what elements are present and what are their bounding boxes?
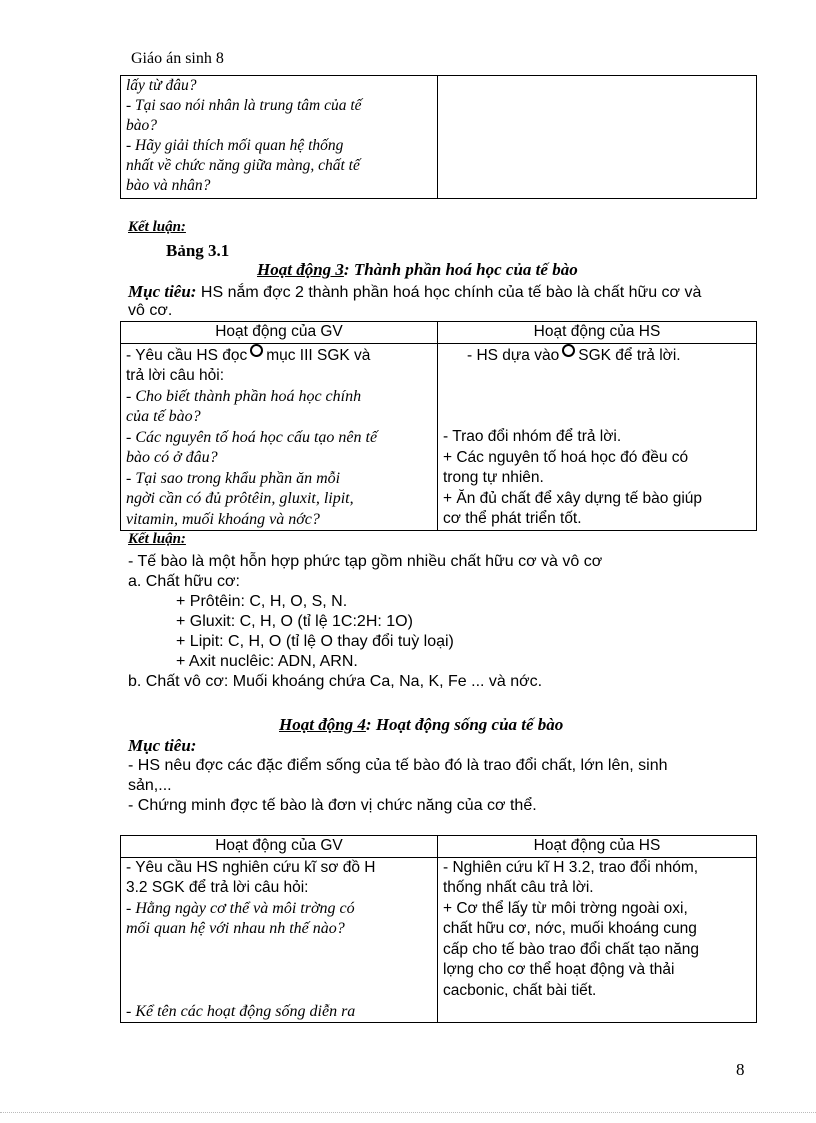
continuation-line: bào? — [126, 117, 157, 134]
goal-label: Mục tiêu: — [128, 282, 197, 301]
hs-line: trong tự nhiên. — [443, 469, 544, 486]
hs-line: + Các nguyên tố hoá học đó đều có — [443, 448, 689, 466]
activity-3-heading — [257, 260, 578, 280]
page-header-title: Giáo án sinh 8 — [131, 50, 224, 67]
table-reference: Bảng 3.1 — [166, 241, 230, 260]
conclusion-3-body — [128, 552, 756, 692]
gv-question: - Cho biết thành phần hoá học chính — [126, 387, 362, 405]
circle-icon — [250, 344, 263, 357]
conclusion-3-label: Kết luận: — [128, 531, 186, 547]
activity-3-hs-cell — [438, 343, 757, 531]
conclusion-label: Kết luận: — [128, 219, 186, 235]
hs-line: + Cơ thể lấy từ môi trờng ngoài oxi, — [443, 899, 688, 917]
gv-line: trả lời câu hỏi: — [126, 367, 225, 384]
continuation-hs-cell — [438, 76, 757, 199]
page-bottom-border — [0, 1112, 816, 1113]
activity-4-goal-body — [128, 756, 748, 816]
page-number: 8 — [736, 1060, 745, 1079]
col-header-gv: Hoạt động của GV — [121, 322, 438, 344]
conclusion-line: b. Chất vô cơ: Muối khoáng chứa Ca, Na, K, Fe ... và nớc. — [128, 673, 543, 690]
activity-4-title: : Hoạt động sống của tế bào — [365, 715, 564, 734]
continuation-line: bào và nhân? — [126, 177, 211, 194]
activity-4-table — [120, 835, 757, 1023]
activity-4-hs-cell — [438, 857, 757, 1023]
conclusion-line: - Tế bào là một hỗn hợp phức tạp gồm nhiều chất hữu cơ và vô cơ — [128, 553, 603, 570]
hs-line: - Nghiên cứu kĩ H 3.2, trao đổi nhóm, — [443, 858, 699, 876]
hs-line: cấp cho tế bào trao đổi chất tạo năng — [443, 940, 699, 958]
continuation-table — [120, 75, 757, 199]
gv-question: của tế bào? — [126, 408, 201, 425]
gv-question: - Các nguyên tố hoá học cấu tạo nên tế — [126, 428, 378, 446]
gv-question: mối quan hệ với nhau nh thế nào? — [126, 920, 345, 937]
col-header-gv: Hoạt động của GV — [121, 836, 438, 858]
gv-question: - Kể tên các hoạt động sống diễn ra — [126, 1002, 356, 1020]
hs-line: - Trao đổi nhóm để trả lời. — [443, 428, 622, 445]
goal-line: sản,... — [128, 777, 172, 794]
hs-line: + Ăn đủ chất để xây dựng tế bào giúp — [443, 489, 702, 507]
conclusion-line: + Prôtêin: C, H, O, S, N. — [176, 593, 348, 610]
activity-3-title: : Thành phần hoá học của tế bào — [343, 260, 578, 279]
col-header-hs: Hoạt động của HS — [438, 322, 757, 344]
activity-3-label: Hoạt động 3 — [257, 260, 344, 279]
goal-line: - Chứng minh đợc tế bào là đơn vị chức năng của cơ thể. — [128, 797, 537, 814]
activity-4-label: Hoạt động 4 — [279, 715, 366, 734]
col-header-hs: Hoạt động của HS — [438, 836, 757, 858]
gv-question: vitamin, muối khoáng và nớc? — [126, 510, 320, 528]
gv-question: - Hằng ngày cơ thể và môi trờng có — [126, 899, 355, 917]
gv-spacer — [126, 940, 432, 1002]
hs-line: cacbonic, chất bài tiết. — [443, 981, 597, 999]
gv-question: ngời cần có đủ prôtêin, gluxit, lipit, — [126, 490, 354, 507]
goal-text: HS nắm đợc 2 thành phần hoá học chính của tế bào là chất hữu cơ và — [196, 284, 702, 301]
hs-line: cơ thể phát triển tốt. — [443, 510, 582, 527]
activity-4-gv-cell — [121, 857, 438, 1023]
conclusion-line: a. Chất hữu cơ: — [128, 573, 240, 590]
conclusion-line: + Axit nuclêic: ADN, ARN. — [176, 653, 358, 670]
continuation-line: - Tại sao nói nhân là trung tâm của tế — [126, 97, 362, 114]
activity-3-goal — [128, 282, 756, 303]
circle-icon — [562, 344, 575, 357]
hs-line: - HS dựa vào SGK để trả lời. — [443, 344, 751, 367]
activity-3-gv-cell — [121, 343, 438, 531]
gv-question: bào có ở đâu? — [126, 449, 218, 466]
conclusion-line: + Gluxit: C, H, O (tỉ lệ 1C:2H: 1O) — [176, 613, 413, 630]
continuation-line: - Hãy giải thích mối quan hệ thống — [126, 137, 344, 154]
continuation-line: lấy từ đâu? — [126, 77, 197, 94]
hs-line: chất hữu cơ, nớc, muối khoáng cung — [443, 920, 697, 937]
hs-line: lợng cho cơ thể hoạt động và thải — [443, 961, 675, 978]
conclusion-line: + Lipit: C, H, O (tỉ lệ O thay đổi tuỳ loại) — [176, 633, 454, 650]
activity-4-goal-label: Mục tiêu: — [128, 736, 197, 755]
gv-line: 3.2 SGK để trả lời câu hỏi: — [126, 879, 309, 896]
hs-spacer — [443, 366, 751, 427]
hs-line: thống nhất câu trả lời. — [443, 879, 594, 896]
activity-4-heading — [279, 715, 563, 735]
gv-line: - Yêu cầu HS đọc mục III SGK và — [126, 344, 432, 367]
continuation-line: nhất về chức năng giữa màng, chất tế — [126, 157, 360, 174]
gv-question: - Tại sao trong khẩu phần ăn mỗi — [126, 469, 341, 487]
continuation-gv-cell — [121, 76, 438, 199]
activity-3-table — [120, 321, 757, 531]
gv-line: - Yêu cầu HS nghiên cứu kĩ sơ đồ H — [126, 858, 376, 876]
activity-3-goal-cont: vô cơ. — [128, 302, 173, 319]
goal-line: - HS nêu đợc các đặc điểm sống của tế bào đó là trao đổi chất, lớn lên, sinh — [128, 757, 668, 774]
